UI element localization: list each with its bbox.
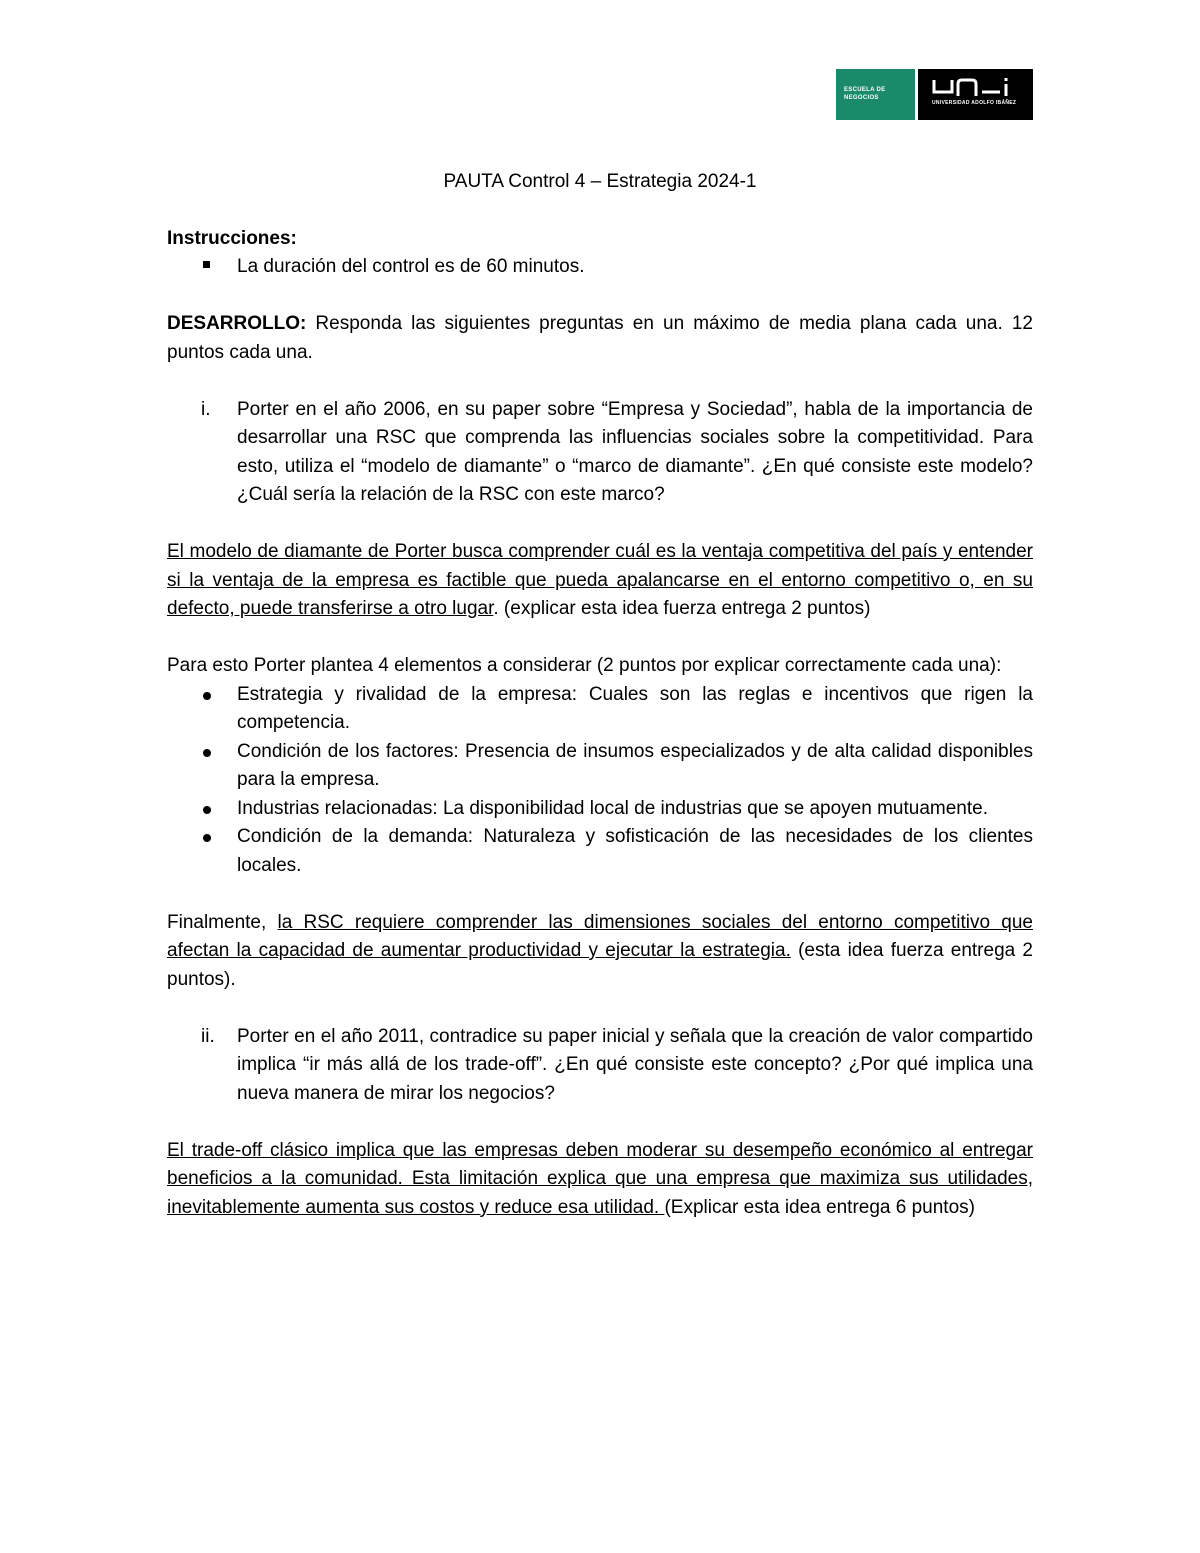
uai-logo-block xyxy=(918,69,1033,120)
bullet-icon xyxy=(167,823,237,880)
answer-1-key-idea: El modelo de diamante de Porter busca comprender cuál es la ventaja competitiva del país y entender si la ventaja de la empresa es factible que pueda apalancarse en el entorno competitivo o, en su defecto, puede transferirse a otro lugar xyxy=(167,541,1033,619)
university-logo xyxy=(836,69,1033,120)
answer-1-p3-score-note: (esta idea fuerza entrega 2 puntos). xyxy=(167,940,1034,990)
answer-1-p3-start: Finalmente, xyxy=(167,911,278,933)
list-item xyxy=(167,823,1033,880)
bullet-icon xyxy=(167,738,237,795)
question-2 xyxy=(167,1023,1033,1109)
list-item xyxy=(167,738,1033,795)
page-title: PAUTA Control 4 – Estrategia 2024-1 xyxy=(443,171,757,192)
answer-2-score-note: (Explicar esta idea entrega 6 puntos) xyxy=(664,1196,975,1218)
university-name: UNIVERSIDAD ADOLFO IBÁÑEZ xyxy=(932,100,1017,106)
question-1-number: i. xyxy=(201,398,211,420)
uai-wordmark-icon xyxy=(932,78,1018,98)
question-1-text: Porter en el año 2006, en su paper sobre “Empresa y Sociedad”, habla de la importancia de desarrollar una RSC que comprenda las influencias sociales sobre la competitividad. Para esto, utiliza el “modelo de diamante” o “marco de diamante”. ¿En qué consiste este modelo? ¿Cuál sería la relación de la RSC con este marco? xyxy=(237,398,1033,505)
list-item-text: Condición de la demanda: Naturaleza y sofisticación de las necesidades de los clientes locales. xyxy=(237,826,1033,876)
list-item-text: Condición de los factores: Presencia de insumos especializados y de alta calidad disponibles para la empresa. xyxy=(237,740,1033,790)
answer-1-paragraph-3 xyxy=(167,909,1033,995)
answer-1-score-note: . (explicar esta idea fuerza entrega 2 puntos) xyxy=(493,598,871,619)
list-item-text: Industrias relacionadas: La disponibilidad local de industrias que se apoyen mutuamente. xyxy=(237,797,988,819)
list-item-text: Estrategia y rivalidad de la empresa: Cuales son las reglas e incentivos que rigen la competencia. xyxy=(237,683,1033,733)
bullet-icon xyxy=(167,681,237,738)
desarrollo-label: DESARROLLO: xyxy=(167,313,307,334)
school-logo-block xyxy=(836,69,915,120)
answer-2-paragraph xyxy=(167,1137,1033,1223)
question-1 xyxy=(167,396,1033,510)
school-line-1: ESCUELA DE xyxy=(844,87,886,93)
list-item xyxy=(167,795,1033,824)
answer-1-paragraph-2: Para esto Porter plantea 4 elementos a considerar (2 puntos por explicar correctamente cada una): xyxy=(167,655,1002,676)
school-line-2: NEGOCIOS xyxy=(844,95,879,101)
question-2-text: Porter en el año 2011, contradice su paper inicial y señala que la creación de valor compartido implica “ir más allá de los trade-off”. ¿En qué consiste este concepto? ¿Por qué implica una nueva manera de mirar los negocios? xyxy=(237,1025,1033,1104)
desarrollo-paragraph xyxy=(167,310,1033,367)
answer-2-key-idea: El trade-off clásico implica que las empresas deben moderar su desempeño económico al entregar beneficios a la comunidad. Esta limitación explica que una empresa que maximiza sus utilidades, inevitablemente aumenta sus costos y reduce esa utilidad. xyxy=(167,1139,1033,1218)
diamond-elements-list xyxy=(167,681,1033,881)
document-page xyxy=(167,168,1033,1222)
square-bullet-icon xyxy=(167,253,237,282)
answer-1-p3-key-idea: la RSC requiere comprender las dimensiones sociales del entorno competitivo que afectan la capacidad de aumentar productividad y ejecutar la estrategia. xyxy=(167,911,1033,961)
instruction-text: La duración del control es de 60 minutos. xyxy=(237,256,585,277)
question-2-number: ii. xyxy=(201,1025,215,1047)
instruction-item xyxy=(167,253,1033,282)
bullet-icon xyxy=(167,795,237,824)
desarrollo-text: Responda las siguientes preguntas en un máximo de media plana cada una. 12 puntos cada una. xyxy=(167,313,1033,363)
answer-1-paragraph-1 xyxy=(167,538,1033,624)
list-item xyxy=(167,681,1033,738)
instructions-heading: Instrucciones: xyxy=(167,227,297,249)
